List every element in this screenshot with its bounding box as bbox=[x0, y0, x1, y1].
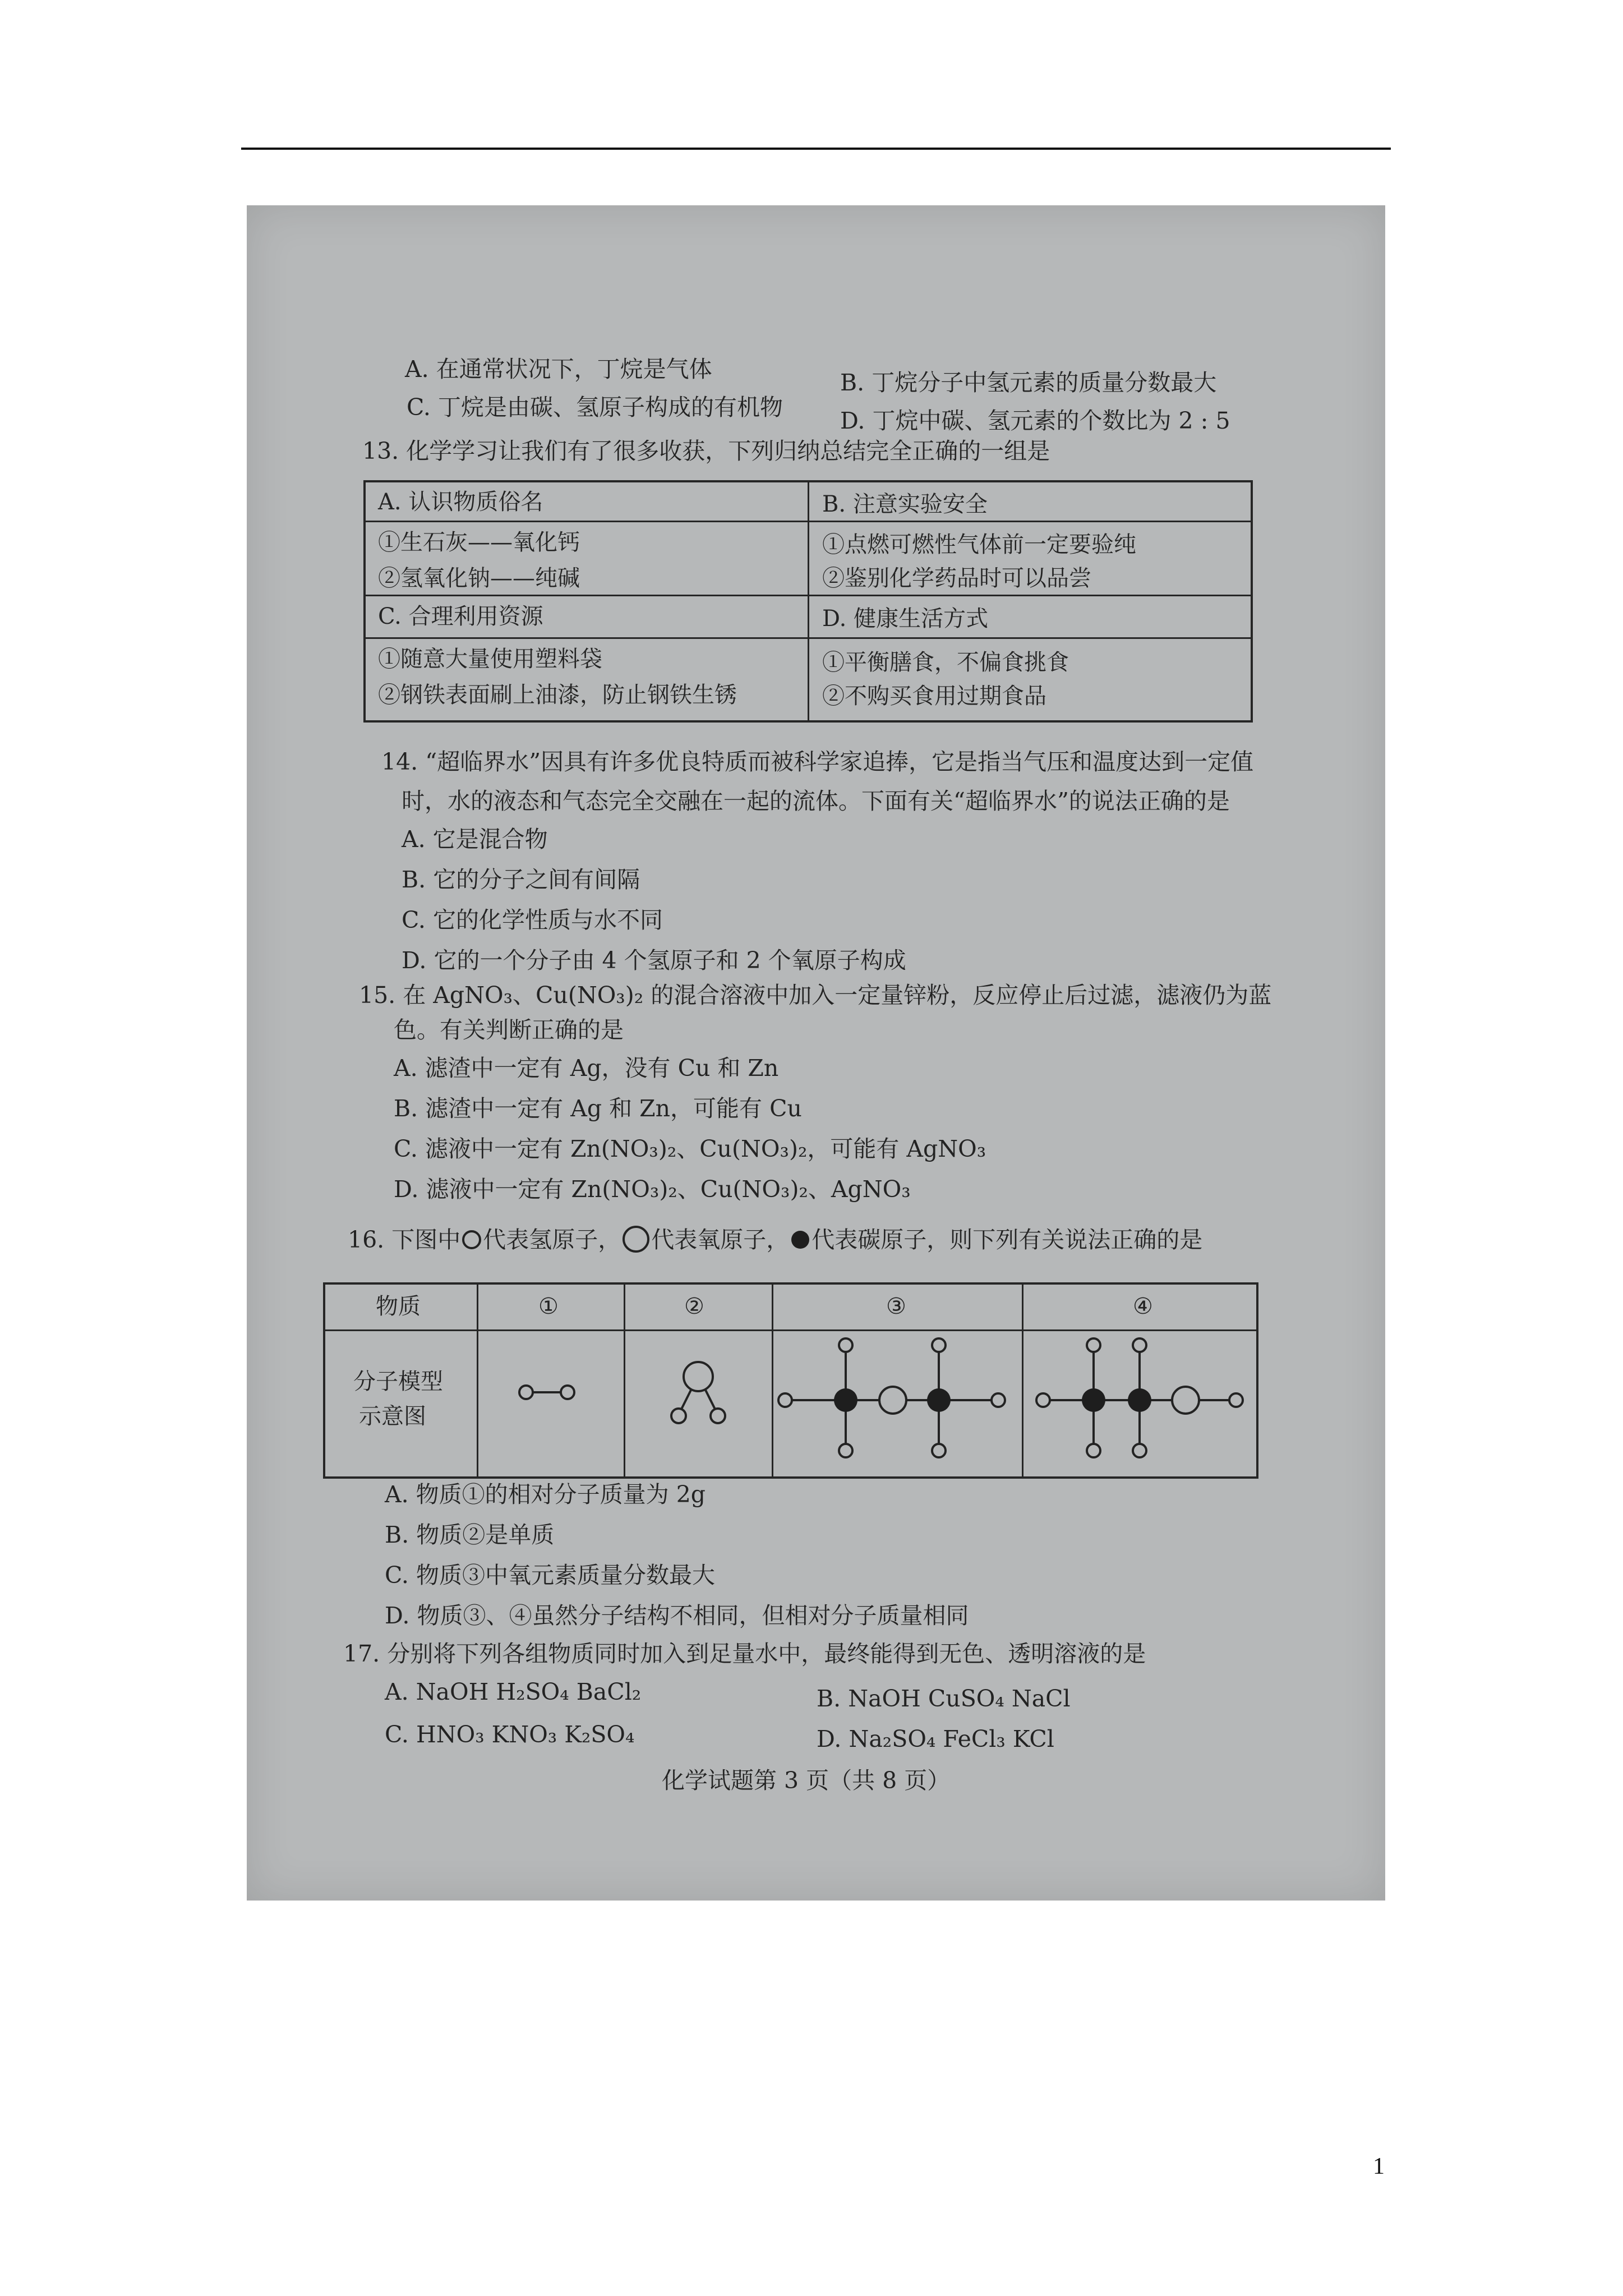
molecule-1-h2-model bbox=[516, 1375, 578, 1409]
q13-cell-b-1: ①点燃可燃性气体前一定要验纯 bbox=[822, 532, 1136, 558]
q14-stem-line-1: 14. “超临界水”因具有许多优良特质而被科学家追捧，它是指当气压和温度达到一定值 bbox=[381, 748, 1254, 775]
q14-option-a: A. 它是混合物 bbox=[402, 826, 548, 853]
page-number: 1 bbox=[1373, 2154, 1385, 2179]
q17-option-c: C. HNO₃ KNO₃ K₂SO₄ bbox=[385, 1721, 635, 1748]
q16-row-label-2: 示意图 bbox=[359, 1404, 426, 1429]
q14-stem-line-2: 时，水的液态和气态完全交融在一起的流体。下面有关“超临界水”的说法正确的是 bbox=[402, 788, 1230, 815]
q16-option-d: D. 物质③、④虽然分子结构不相同，但相对分子质量相同 bbox=[385, 1602, 969, 1629]
q12-option-c: C. 丁烷是由碳、氢原子构成的有机物 bbox=[407, 394, 783, 421]
q14-option-d: D. 它的一个分子由 4 个氢原子和 2 个氧原子构成 bbox=[402, 947, 906, 974]
q15-option-a: A. 滤渣中一定有 Ag，没有 Cu 和 Zn bbox=[394, 1055, 779, 1082]
q16-head-label: 物质 bbox=[376, 1294, 421, 1319]
q14-option-c: C. 它的化学性质与水不同 bbox=[402, 907, 663, 933]
header-rule bbox=[241, 148, 1391, 150]
q12-option-b: B. 丁烷分子中氢元素的质量分数最大 bbox=[840, 369, 1217, 396]
q13-stem: 13. 化学学习让我们有了很多收获，下列归纳总结完全正确的一组是 bbox=[362, 438, 1050, 464]
molecule-3-model bbox=[774, 1334, 1009, 1463]
exam-page-footer: 化学试题第 3 页（共 8 页） bbox=[662, 1767, 951, 1794]
q13-cell-b-2: ②鉴别化学药品时可以品尝 bbox=[822, 565, 1091, 591]
q15-stem-line-2: 色。有关判断正确的是 bbox=[394, 1016, 624, 1043]
q13-cell-c-2: ②钢铁表面刷上油漆，防止钢铁生锈 bbox=[378, 682, 737, 708]
q13-cell-c-title: C. 合理利用资源 bbox=[378, 604, 543, 629]
q13-cell-c-1: ①随意大量使用塑料袋 bbox=[378, 646, 602, 672]
q13-cell-a-2: ②氢氧化钠——纯碱 bbox=[378, 565, 580, 591]
q13-cell-a-1: ①生石灰——氧化钙 bbox=[378, 530, 580, 555]
q16-col-1: ① bbox=[538, 1294, 559, 1319]
q13-table bbox=[363, 480, 1253, 723]
q16-stem-part-4: 代表碳原子，则下列有关说法正确的是 bbox=[811, 1226, 1203, 1253]
q13-cell-b-title: B. 注意实验安全 bbox=[822, 491, 988, 517]
oxygen-atom-icon bbox=[621, 1224, 651, 1254]
q16-option-a: A. 物质①的相对分子质量为 2g bbox=[385, 1481, 706, 1508]
q16-row-label-1: 分子模型 bbox=[353, 1369, 443, 1395]
q15-option-b: B. 滤渣中一定有 Ag 和 Zn，可能有 Cu bbox=[394, 1095, 802, 1122]
q14-option-b: B. 它的分子之间有间隔 bbox=[402, 866, 640, 893]
q13-cell-a-title: A. 认识物质俗名 bbox=[378, 489, 543, 515]
hydrogen-atom-icon bbox=[460, 1228, 483, 1251]
q16-option-c: C. 物质③中氧元素质量分数最大 bbox=[385, 1562, 715, 1589]
molecule-2-h2o-model bbox=[662, 1347, 735, 1432]
q16-stem-part-3: 代表氧原子， bbox=[651, 1226, 790, 1253]
q16-col-2: ② bbox=[684, 1294, 704, 1319]
q16-col-4: ④ bbox=[1133, 1294, 1153, 1319]
molecule-4-model bbox=[1032, 1334, 1251, 1463]
q17-option-a: A. NaOH H₂SO₄ BaCl₂ bbox=[385, 1678, 642, 1705]
q16-option-b: B. 物质②是单质 bbox=[385, 1521, 555, 1548]
q16-col-3: ③ bbox=[886, 1294, 906, 1319]
q12-option-a: A. 在通常状况下，丁烷是气体 bbox=[405, 356, 712, 383]
q15-option-d: D. 滤液中一定有 Zn(NO₃)₂、Cu(NO₃)₂、AgNO₃ bbox=[394, 1176, 911, 1203]
q12-option-d: D. 丁烷中碳、氢元素的个数比为 2 : 5 bbox=[840, 407, 1230, 434]
q16-stem-part-1: 16. 下图中 bbox=[348, 1226, 461, 1253]
q16-stem-part-2: 代表氢原子， bbox=[483, 1226, 621, 1253]
q13-cell-d-2: ②不购买食用过期食品 bbox=[822, 683, 1046, 709]
q17-option-b: B. NaOH CuSO₄ NaCl bbox=[817, 1685, 1071, 1712]
q17-stem: 17. 分别将下列各组物质同时加入到足量水中，最终能得到无色、透明溶液的是 bbox=[343, 1640, 1146, 1667]
q15-option-c: C. 滤液中一定有 Zn(NO₃)₂、Cu(NO₃)₂，可能有 AgNO₃ bbox=[394, 1135, 986, 1162]
carbon-atom-icon bbox=[789, 1228, 811, 1251]
q16-table bbox=[323, 1282, 1258, 1479]
scanned-exam-page bbox=[247, 205, 1385, 1901]
q15-stem-line-1: 15. 在 AgNO₃、Cu(NO₃)₂ 的混合溶液中加入一定量锌粉，反应停止后过滤，滤液仍为蓝 bbox=[359, 982, 1272, 1009]
q16-stem bbox=[348, 1224, 1202, 1254]
q17-option-d: D. Na₂SO₄ FeCl₃ KCl bbox=[817, 1726, 1054, 1752]
q13-cell-d-title: D. 健康生活方式 bbox=[822, 606, 989, 632]
q13-cell-d-1: ①平衡膳食，不偏食挑食 bbox=[822, 650, 1069, 675]
